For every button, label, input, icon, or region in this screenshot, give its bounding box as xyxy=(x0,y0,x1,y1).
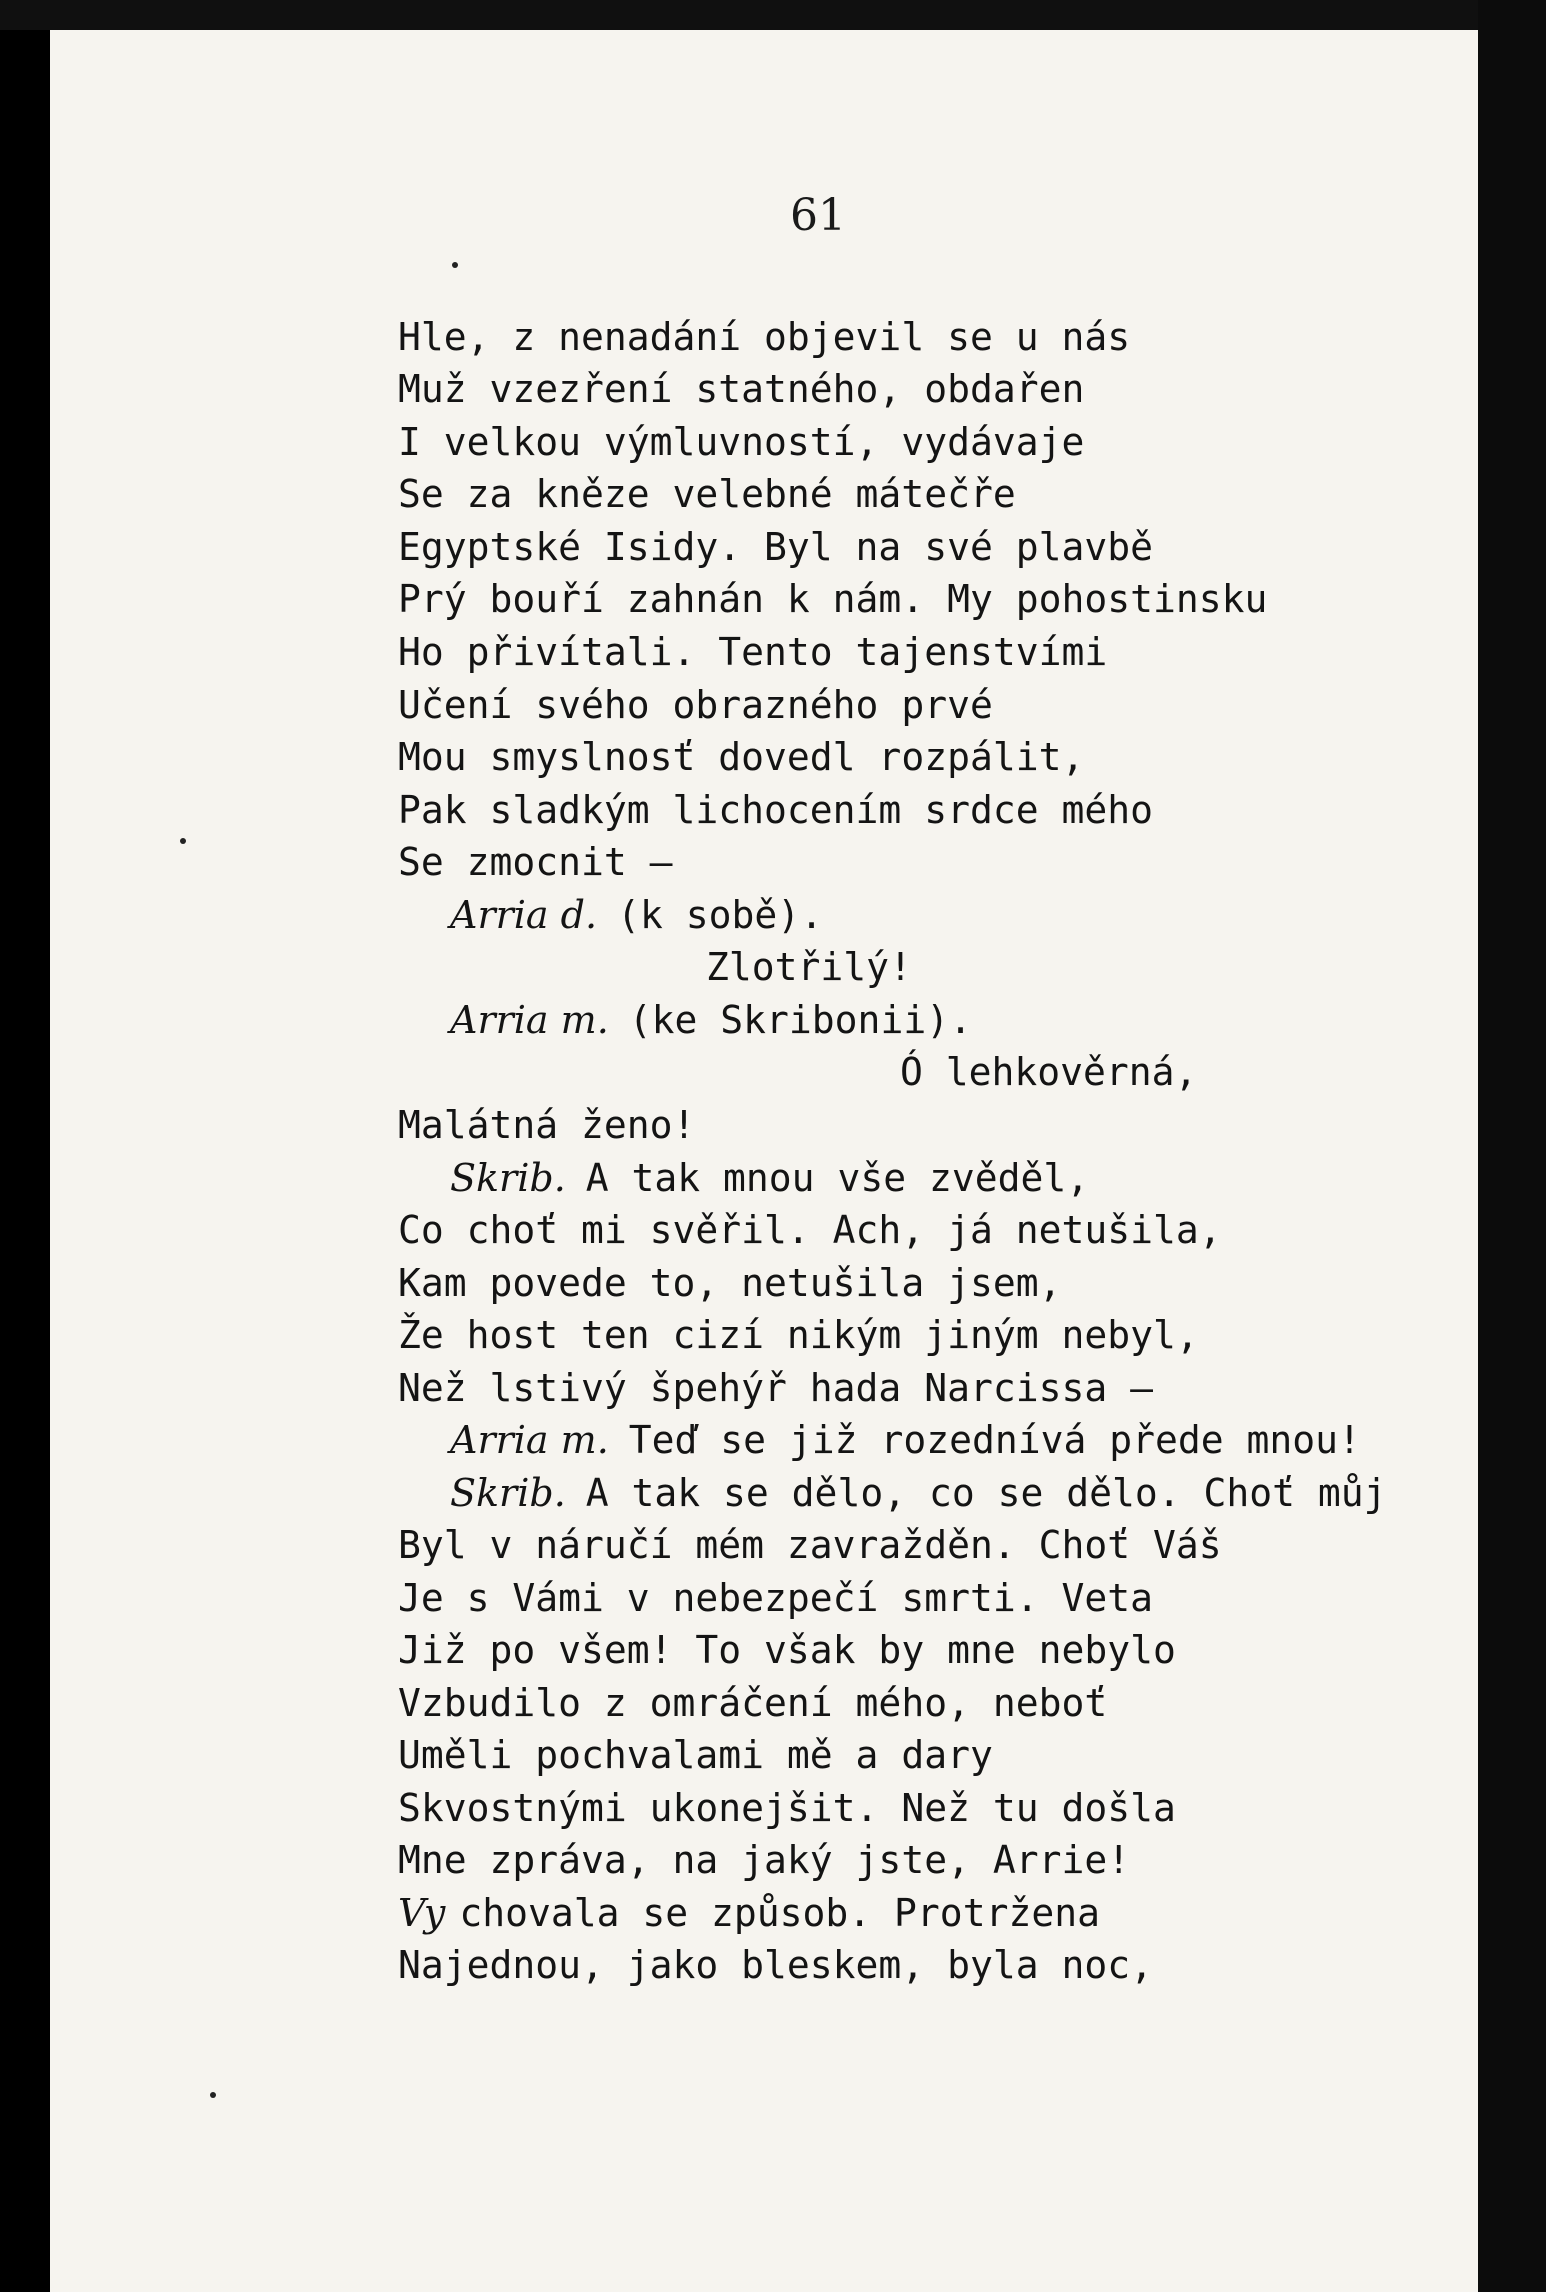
line-text: chovala se způsob. Protržena xyxy=(459,1891,1100,1935)
text-line: Vzbudilo z omráčení mého, neboť xyxy=(398,1681,1108,1725)
text-line: Uměli pochvalami mě a dary xyxy=(398,1733,993,1777)
speaker-name: Arria d. xyxy=(450,893,598,937)
text-line: Najednou, jako bleskem, byla noc, xyxy=(398,1943,1153,1987)
text-line: Skvostnými ukonejšit. Než tu došla xyxy=(398,1786,1176,1830)
text-line: Hle, z nenadání objevil se u nás xyxy=(398,315,1131,359)
speaker-name: Arria m. xyxy=(450,998,609,1042)
text-line: Se za kněze velebné mátečře xyxy=(398,472,1016,516)
line-text: (k sobě). xyxy=(617,893,823,937)
speaker-name: Skrib. xyxy=(450,1156,566,1200)
line-text: A tak mnou vše zvěděl, xyxy=(585,1156,1090,1200)
text-line: Mou smyslnosť dovedl rozpálit, xyxy=(398,735,1085,779)
text-line xyxy=(450,1471,1387,1515)
speaker-name: Arria m. xyxy=(450,1418,609,1462)
speaker-name: Vy xyxy=(398,1891,446,1935)
text-line: Zlotřilý! xyxy=(706,945,912,989)
text-line: I velkou výmluvností, vydávaje xyxy=(398,420,1085,464)
text-line: Byl v náručí mém zavražděn. Choť Váš xyxy=(398,1523,1222,1567)
text-line xyxy=(450,1156,1090,1200)
text-line xyxy=(450,893,823,937)
text-line: Muž vzezření statného, obdařen xyxy=(398,367,1085,411)
text-line: Než lstivý špehýř hada Narcissa — xyxy=(398,1366,1153,1410)
text-line: Pak sladkým lichocením srdce mého xyxy=(398,788,1153,832)
scan-top-border xyxy=(0,0,1546,30)
text-line: Malátná ženo! xyxy=(398,1103,696,1147)
scan-speck xyxy=(452,262,458,268)
text-line: Ó lehkověrná, xyxy=(900,1050,1198,1094)
text-line: Ho přivítali. Tento tajenstvími xyxy=(398,630,1108,674)
scan-speck xyxy=(180,838,186,844)
text-line: Prý bouří zahnán k nám. My pohostinsku xyxy=(398,577,1268,621)
speaker-name: Skrib. xyxy=(450,1471,566,1515)
scan-right-border xyxy=(1478,0,1546,2292)
text-line xyxy=(398,1891,1100,1935)
text-line: Již po všem! To však by mne nebylo xyxy=(398,1628,1176,1672)
text-line: Co choť mi svěřil. Ach, já netušila, xyxy=(398,1208,1222,1252)
text-line: Egyptské Isidy. Byl na své plavbě xyxy=(398,525,1153,569)
text-line: Mne zpráva, na jaký jste, Arrie! xyxy=(398,1838,1131,1882)
line-text: Teď se již rozednívá přede mnou! xyxy=(628,1418,1361,1462)
text-line: Učení svého obrazného prvé xyxy=(398,683,993,727)
text-line xyxy=(450,998,972,1042)
text-line: Že host ten cizí nikým jiným nebyl, xyxy=(398,1313,1199,1357)
page-number: 61 xyxy=(790,190,846,241)
text-line: Je s Vámi v nebezpečí smrti. Veta xyxy=(398,1576,1153,1620)
text-line: Se zmocnit — xyxy=(398,840,673,884)
text-line xyxy=(450,1418,1361,1462)
text-line: Kam povede to, netušila jsem, xyxy=(398,1261,1062,1305)
line-text: A tak se dělo, co se dělo. Choť můj xyxy=(585,1471,1387,1515)
scan-speck xyxy=(210,2092,216,2098)
line-text: (ke Skribonii). xyxy=(628,998,972,1042)
